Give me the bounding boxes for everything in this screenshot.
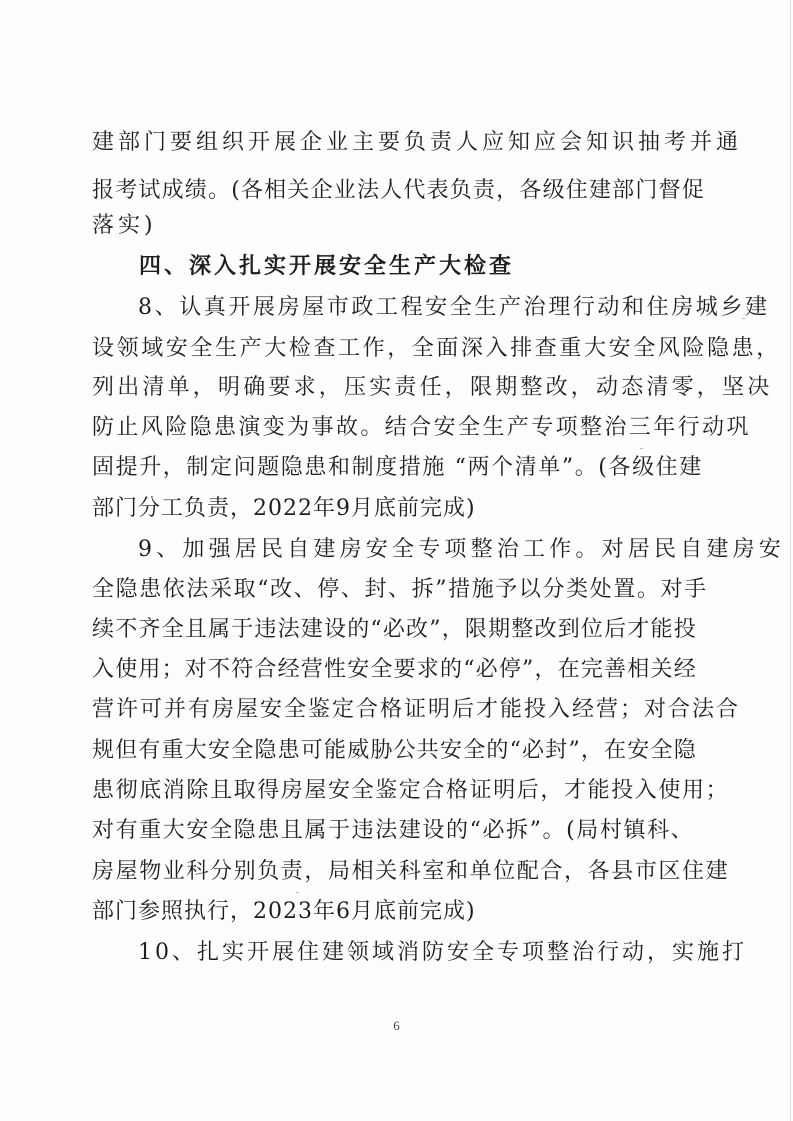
paragraph-first-line: 9、加强居民自建房安全专项整治工作。对居民自建房安 <box>138 537 785 562</box>
body-line: 房屋物业科分别负责，局相关科室和单位配合，各县市区住建 <box>92 859 730 884</box>
body-line: 全隐患依法采取“改、停、封、拆”措施予以分类处置。对手 <box>92 577 708 602</box>
body-line: 报考试成绩。(各相关企业法人代表负责，各级住建部门督促 <box>92 178 705 203</box>
body-line: 规但有重大安全隐患可能威胁公共安全的“必封”，在安全隐 <box>92 738 697 763</box>
section-heading: 四、深入扎实开展安全生产大检查 <box>139 254 515 279</box>
body-line: 列出清单，明确要求，压实责任，限期整改，动态清零，坚决 <box>92 375 773 400</box>
page-number: 6 <box>393 1018 400 1033</box>
scan-speck <box>640 448 643 449</box>
body-line: 续不齐全且属于违法建设的“必改”，限期整改到位后才能投 <box>92 617 697 642</box>
body-line: 患彻底消除且取得房屋安全鉴定合格证明后，才能投入使用； <box>92 778 730 803</box>
body-line: 落实) <box>92 213 157 238</box>
body-line: 部门分工负责，2022年9月底前完成) <box>92 496 476 521</box>
body-line: 对有重大安全隐患且属于违法建设的“必拆”。(局村镇科、 <box>92 818 695 843</box>
paragraph-first-line: 10、扎实开展住建领域消防安全专项整治行动，实施打 <box>138 940 747 965</box>
body-line: 设领域安全生产大检查工作，全面深入排查重大安全风险隐患， <box>92 336 781 361</box>
body-line: 营许可并有房屋安全鉴定合格证明后才能投入经营；对合法合 <box>92 697 741 722</box>
body-line: 防止风险隐患演变为事故。结合安全生产专项整治三年行动巩 <box>92 415 751 440</box>
body-line: 入使用；对不符合经营性安全要求的“必停”，在完善相关经 <box>92 657 697 682</box>
paragraph-first-line: 8、认真开展房屋市政工程安全生产治理行动和住房城乡建 <box>138 295 770 320</box>
body-line: 部门参照执行，2023年6月底前完成) <box>92 899 476 924</box>
body-line: 固提升，制定问题隐患和制度措施 “两个清单”。(各级住建 <box>92 455 703 480</box>
scan-speck <box>296 892 299 893</box>
body-line: 建部门要组织开展企业主要负责人应知应会知识抽考并通 <box>92 130 743 155</box>
scan-edge <box>790 0 791 1121</box>
